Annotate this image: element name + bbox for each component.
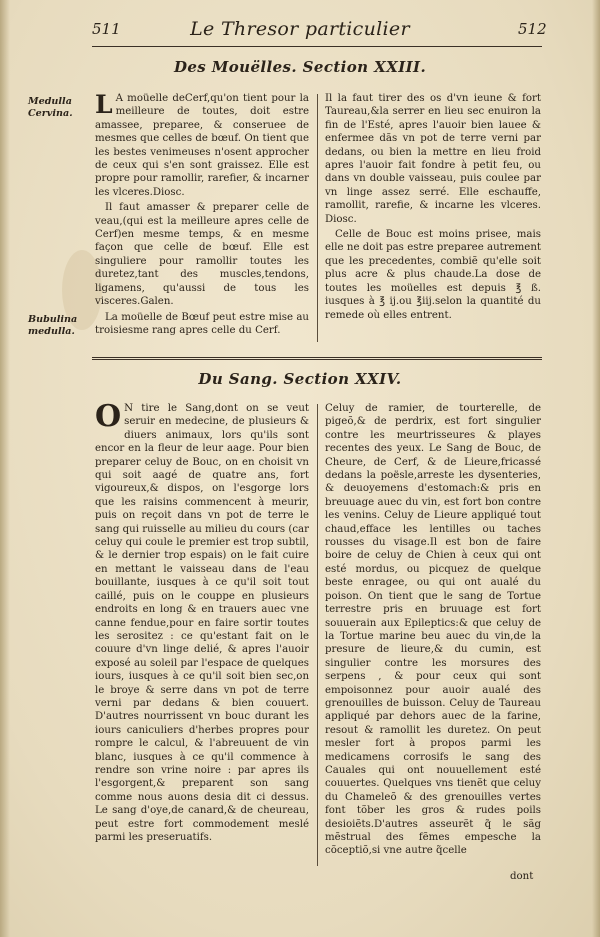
catchword: dont	[510, 871, 534, 882]
section24-left-column	[95, 399, 309, 846]
section23-right-column	[325, 92, 541, 324]
section24-right-column	[325, 402, 541, 860]
paragraph: Celuy de ramier, de tourterelle, de pigeõ,& de perdrix, est fort singulier contre les meurtrisseures & playes recentes des yeux. Le Sang de Bouc, de Cheure, de Cerf, & de Lieure,fricassé dedans la poësle,arreste les dysenteries, & deuoyemens d'estomach:& pris en breuuage auec du vin, est fort bon contre les venins. Celuy de Lieure appliqué tout chaud,efface les lentilles ou taches rousses du visage.Il est bon de faire boire de celuy de Chien à ceux qui ont esté mordus, ou picquez de quelque beste enragee, ou qui ont aualé du poison. On tient que le sang de Tortue terrestre pris en bruuage est fort souuerain aux Epileptics:& que celuy de la Tortue marine beu auec du vin,de la presure de lieure,& du cumin, est singulier contre les morsures des serpens , & pour ceux qui sont empoisonnez pour auoir aualé des grenouilles de buisson. Celuy de Taureau appliqué par dehors auec de la farine, resout & ramollit les duretez. On peut mesler fort à propos parmi les medicamens corrosifs le sang des Cauales qui ont nouuellement esté couuertes. Quelques vns tienẽt que celuy du Chameleõ & des grenouilles vertes font tõber les gros & rudes poils desioiẽts.D'autres asseurẽt q̃ le sãg mẽstrual des fẽmes empesche la cõceptiõ,si vne autre q̃celle	[325, 403, 541, 857]
page-number-left: 511	[92, 20, 121, 38]
drop-cap-letter: O	[95, 399, 122, 434]
margin-note-medulla-cervina: Medulla Cervina.	[28, 96, 73, 119]
paragraph: Il la faut tirer des os d'vn ieune & fort Taureau,&la serrer en lieu sec enuiron la fin de l'Esté, apres l'auoir bien lauee & enfermee dãs vn pot de terre verni par dedans, ou bien la mettre en lieu froid apres l'auoir fait fondre à petit feu, ou dans vn double vaisseau, puis coulee par vn linge assez serré. Elle eschauffe, ramollit, rarefie, & incarne les vlceres. Diosc.	[325, 93, 541, 225]
header-rule	[92, 46, 542, 47]
column-divider	[317, 94, 318, 342]
column-divider	[317, 404, 318, 866]
drop-cap-letter: L	[95, 90, 113, 119]
paragraph-text: N tire le Sang,dont on se veut seruir en medecine, de plusieurs & diuers animaux, lors qu'ils sont encor en la fleur de leur aage. Pour bien preparer celuy de Bouc, on en choisit vn qui soit aagé de quatre ans, fort vigoureux,& dispos, on l'esgorge lors que les raisins commencent à meurir, puis on reçoit dans vn pot de terre le sang qui ruisselle au milieu du cours (car celuy qui coule le premier est trop subtil, & le dernier trop espais) on le fait cuire en mettant le vaisseau dans de l'eau bouillante, iusques à ce qu'il soit tout caillé, puis on le couppe en plusieurs endroits en long & en trauers auec vne canne fendue,pour en faire sortir toutes les serositez : ce qu'estant fait on le couure d'vn linge delié, & apres l'auoir exposé au soleil par l'espace de quelques iours, iusques à ce qu'il soit bien sec,on le broye & serre dans vn pot de terre verni par dedans & bien couuert. D'autres nourrissent vn bouc durant les iours caniculiers d'herbes propres pour rompre le calcul, & l'abreuuent de vin blanc, iusques à ce qu'il commence à rendre son vrine noire : par apres ils l'esgorgent,& preparent son sang comme nous auons desia dit ci dessus. Le sang d'oye,de canard,& de cheureau, peut estre fort commodement meslé parmi les preseruatifs.	[95, 403, 309, 843]
running-title: Le Thresor particulier	[190, 18, 410, 40]
paragraph	[95, 92, 309, 199]
section-title-23: Des Mouëlles. Section XXIII.	[173, 58, 427, 76]
section-title-24: Du Sang. Section XXIV.	[198, 370, 402, 388]
paragraph: La moüelle de Bœuf peut estre mise au troisiesme rang apres celle du Cerf.	[95, 311, 309, 336]
page-number-right: 512	[518, 20, 547, 38]
page-edge-shadow	[592, 0, 600, 937]
paragraph: Celle de Bouc est moins prisee, mais elle ne doit pas estre preparee autrement que les precedentes, combiẽ qu'elle soit plus acre & plus chaude.La dose de toutes les moüelles est depuis ℥ ß. iusques à ℥ ij.ou ℥iij.selon la quantité du remede où elles entrent.	[325, 229, 541, 321]
margin-note-bubulina-medulla: Bubulina medulla.	[28, 314, 78, 337]
section23-left-column	[95, 92, 309, 339]
paragraph: Il faut amasser & preparer celle de veau,(qui est la meilleure apres celle de Cerf)en mesme temps, & en mesme façon que celle de bœuf. Elle est singuliere pour ramollir toutes les duretez,tant des muscles,tendons, ligamens, qu'aussi de tous les visceres.Galen.	[95, 202, 309, 308]
paragraph	[95, 399, 309, 844]
paragraph-text: A moüelle deCerf,qu'on tient pour la meilleure de toutes, doit estre amassee, preparee, & conseruee de mesmes que celles de bœuf. On tient que les bestes venimeuses n'osent approcher de ceux qui s'en sont graissez. Elle est propre pour ramollir, rarefier, & incarner les vlceres.Diosc.	[95, 93, 309, 198]
page-gutter-shadow	[0, 0, 10, 937]
section-divider-rule	[92, 357, 542, 360]
